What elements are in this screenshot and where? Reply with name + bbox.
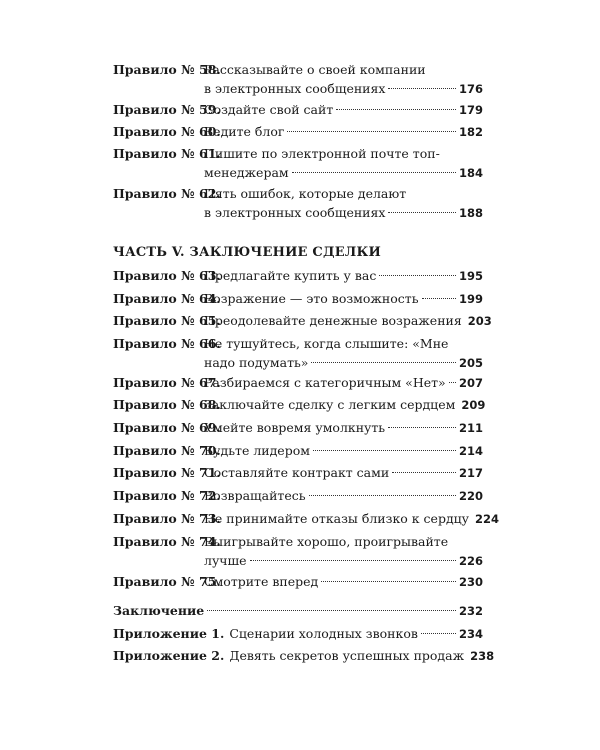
rule-number: Правило № 69.	[113, 420, 221, 435]
entry-title-line: Пять ошибок, которые делают	[204, 186, 407, 201]
rule-number: Правило № 63.	[113, 268, 221, 283]
toc-entry-rule-70[interactable]	[113, 441, 483, 460]
rule-number: Правило № 62.	[113, 186, 221, 201]
entry-title-line: в электронных сообщениях	[204, 205, 386, 220]
page-number: 220	[458, 489, 483, 503]
page-number: 207	[458, 376, 483, 390]
leader-dots	[388, 88, 456, 89]
leader-dots	[422, 298, 456, 299]
entry-title-line: Сценарии холодных звонков	[229, 626, 418, 641]
toc-entry-rule-61[interactable]	[113, 144, 483, 182]
entry-title-line: Составляйте контракт сами	[204, 465, 390, 480]
rule-number: Правило № 68.	[113, 397, 221, 412]
toc-entry-rule-73[interactable]	[113, 509, 500, 528]
rule-number: Правило № 58.	[113, 62, 221, 77]
page-number: 203	[467, 314, 492, 328]
leader-dots	[449, 382, 456, 383]
toc-entry-appendix-1[interactable]	[113, 624, 483, 643]
leader-dots	[287, 131, 456, 132]
page-number: 234	[458, 627, 483, 641]
entry-title-line: Не принимайте отказы близко к сердцу	[204, 511, 470, 526]
toc-entry-rule-58[interactable]	[113, 60, 483, 98]
entry-title-line: в электронных сообщениях	[204, 81, 386, 96]
page-number: 205	[458, 356, 483, 370]
entry-title-line: Девять секретов успешных продаж	[229, 648, 465, 663]
page-number: 209	[461, 398, 486, 412]
leader-dots	[321, 581, 456, 582]
toc-entry-rule-69[interactable]	[113, 418, 483, 437]
page-number: 195	[458, 269, 483, 283]
entry-title-line: Предлагайте купить у вас	[204, 268, 377, 283]
rule-number: Правило № 74.	[113, 534, 221, 549]
entry-title-line: Не тушуйтесь, когда слышите: «Мне	[204, 336, 449, 351]
toc-entry-rule-63[interactable]	[113, 266, 483, 285]
leader-dots	[379, 275, 456, 276]
toc-entry-appendix-2[interactable]	[113, 646, 495, 665]
leader-dots	[292, 172, 456, 173]
toc-entry-conclusion[interactable]	[113, 601, 483, 620]
entry-title-line: надо подумать»	[204, 355, 309, 370]
toc-entry-rule-65[interactable]	[113, 311, 492, 330]
leader-dots	[421, 633, 456, 634]
page-number: 224	[475, 512, 500, 526]
leader-dots	[392, 472, 456, 473]
rule-number: Правило № 72.	[113, 488, 221, 503]
page-number: 230	[458, 575, 483, 589]
rule-number: Правило № 66.	[113, 336, 221, 351]
page-number: 214	[458, 444, 483, 458]
entry-title-line: Пишите по электронной почте топ-	[204, 146, 440, 161]
entry-title-line: Выигрывайте хорошо, проигрывайте	[204, 534, 449, 549]
rule-number: Правило № 61.	[113, 146, 221, 161]
toc-entry-rule-62[interactable]	[113, 184, 483, 222]
entry-title-line: Заключайте сделку с легким сердцем	[204, 397, 456, 412]
toc-entry-rule-67[interactable]	[113, 373, 483, 392]
toc-entry-rule-64[interactable]	[113, 289, 483, 308]
page-number: 232	[458, 604, 483, 618]
entry-title-line: Возражение — это возможность	[204, 291, 419, 306]
leader-dots	[388, 427, 456, 428]
page-number: 211	[458, 421, 483, 435]
entry-title-line: лучше	[204, 553, 247, 568]
toc-entry-rule-71[interactable]	[113, 463, 483, 482]
entry-title-line: Создайте свой сайт	[204, 102, 334, 117]
entry-title-line: Будьте лидером	[204, 443, 310, 458]
entry-title-line: Возвращайтесь	[204, 488, 306, 503]
leader-dots	[309, 495, 456, 496]
appendix-number: Приложение 1.	[113, 626, 225, 641]
toc-entry-rule-60[interactable]	[113, 122, 483, 141]
entry-title-line: Ведите блог	[204, 124, 285, 139]
leader-dots	[207, 610, 456, 611]
entry-title-line: менеджерам	[204, 165, 289, 180]
leader-dots	[388, 212, 456, 213]
rule-number: Правило № 65.	[113, 313, 221, 328]
toc-entry-rule-59[interactable]	[113, 100, 483, 119]
entry-title-line: Разбираемся с категоричным «Нет»	[204, 375, 446, 390]
part-heading[interactable]: ЧАСТЬ V. ЗАКЛЮЧЕНИЕ СДЕЛКИ	[113, 245, 382, 260]
rule-number: Правило № 59.	[113, 102, 221, 117]
page-number: 176	[458, 82, 483, 96]
rule-number: Правило № 75.	[113, 574, 221, 589]
conclusion-label: Заключение	[113, 603, 205, 618]
toc-entry-rule-68[interactable]	[113, 395, 486, 414]
toc-entry-rule-74[interactable]	[113, 532, 483, 570]
entry-title-line: Смотрите вперед	[204, 574, 319, 589]
rule-number: Правило № 67.	[113, 375, 221, 390]
rule-number: Правило № 64.	[113, 291, 221, 306]
entry-title-line: Умейте вовремя умолкнуть	[204, 420, 386, 435]
leader-dots	[311, 362, 456, 363]
page-number: 226	[458, 554, 483, 568]
page-number: 179	[458, 103, 483, 117]
leader-dots	[250, 560, 456, 561]
page-number: 188	[458, 206, 483, 220]
page-number: 217	[458, 466, 483, 480]
page-number: 199	[458, 292, 483, 306]
appendix-number: Приложение 2.	[113, 648, 225, 663]
toc-entry-rule-72[interactable]	[113, 486, 483, 505]
toc-entry-rule-75[interactable]	[113, 572, 483, 591]
page-number: 184	[458, 166, 483, 180]
page-number: 182	[458, 125, 483, 139]
leader-dots	[336, 109, 456, 110]
rule-number: Правило № 73.	[113, 511, 221, 526]
entry-title-line: Преодолевайте денежные возражения	[204, 313, 462, 328]
entry-title-line: Рассказывайте о своей компании	[204, 62, 426, 77]
leader-dots	[313, 450, 456, 451]
toc-entry-rule-66[interactable]	[113, 334, 483, 372]
rule-number: Правило № 70.	[113, 443, 221, 458]
rule-number: Правило № 60.	[113, 124, 221, 139]
page-number: 238	[470, 649, 495, 663]
rule-number: Правило № 71.	[113, 465, 221, 480]
